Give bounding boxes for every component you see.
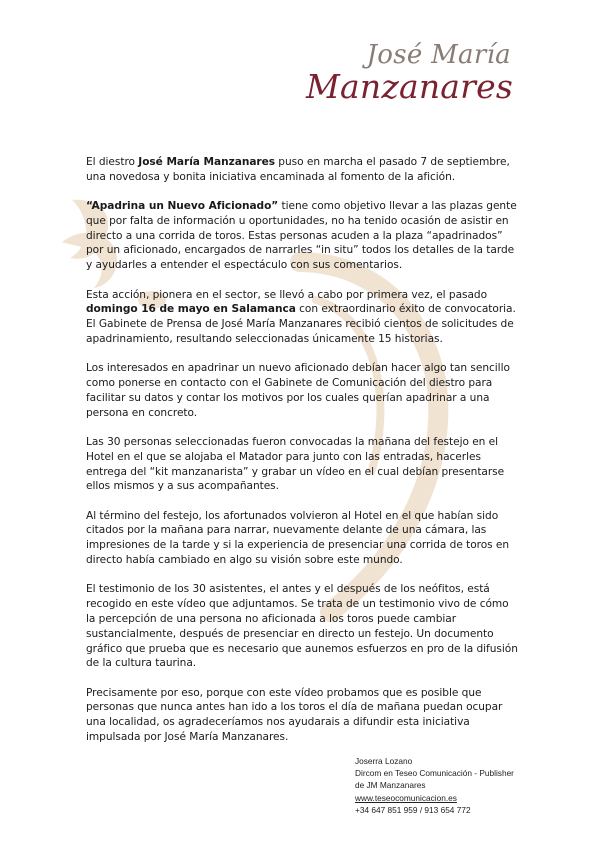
- signature-name: Joserra Lozano: [355, 756, 413, 766]
- bold-text-run: José María Manzanares: [138, 156, 275, 168]
- logo-surname: Manzanares: [306, 67, 513, 106]
- body-paragraph: [86, 509, 518, 568]
- text-run: El testimonio de los 30 asistentes, el antes y el después de los neófitos, está recogido en este vídeo que adjuntamos. Se trata de un testimonio vivo de cómo la percepción de una persona no aficionada a los toros puede cambiar sustancialmente, después de presenciar en directo un festejo. Un documento gráfico que prueba que es necesario que aunemos esfuerzos en pro de la difusión de la cultura taurina.: [86, 583, 518, 670]
- body-paragraph: [86, 361, 518, 420]
- bold-text-run: domingo 16 de mayo en Salamanca: [86, 303, 296, 316]
- body-paragraph: [86, 199, 518, 273]
- signature-title-line-1: Dircom en Teseo Comunicación - Publisher: [355, 768, 514, 779]
- signature-phones: +34 647 851 959 / 913 654 772: [355, 804, 471, 815]
- text-run: El diestro: [86, 156, 139, 168]
- body-paragraph: [86, 435, 518, 494]
- text-run: Las 30 personas seleccionadas fueron convocadas la mañana del festejo en el Hotel en el que se alojaba el Matador para junto con las entradas, hacerles entrega del “kit manzanarista” y grabar un vídeo en el cual debían presentarse ellos mismos y a sus acompañantes.: [86, 435, 505, 493]
- text-run: Precisamente por eso, porque con este vídeo probamos que es posible que personas que nunca antes han ido a los toros el día de mañana puedan ocupar una localidad, os agradeceríamos nos ayudarais a difundir esta iniciativa impulsada por José María Manzanares.: [86, 686, 503, 743]
- signature-block: [355, 755, 514, 816]
- text-run: Al término del festejo, los afortunados volvieron al Hotel en el que habían sido citados por la mañana para narrar, nuevamente delante de una cámara, las impresiones de la tarde y si la experiencia de presenciar una corrida de toros en directo había cambiado en algo su visión sobre este mundo.: [86, 509, 510, 567]
- press-release-body: [86, 155, 518, 759]
- body-paragraph: [86, 155, 518, 185]
- body-paragraph: [86, 582, 518, 671]
- signature-website-link[interactable]: www.teseocomunicacion.es: [355, 792, 457, 803]
- text-run: tiene como objetivo llevar a las plazas gente que por falta de información u oportunidades, no ha tenido ocasión de asistir en directo a una corrida de toros. Estas personas acuden a la plaza “apadrinados” por un aficionado, encargados de narrarles “in situ” todos los detalles de la tarde y ayudarles a entender el espectáculo con sus comentarios.: [86, 200, 517, 272]
- text-run: Los interesados en apadrinar un nuevo aficionado debían hacer algo tan sencillo como ponerse en contacto con el Gabinete de Comunicación del diestro para facilitar su datos y contar los motivos por los cuales querían apadrinar a una persona en concreto.: [86, 362, 510, 419]
- text-run: puso en marcha el pasado 7 de septiembre, una novedosa y bonita iniciativa encaminada al fomento de la afición.: [86, 156, 510, 183]
- signature-title-line-2: de JM Manzanares: [355, 780, 426, 791]
- bold-text-run: “Apadrina un Nuevo Aficionado”: [86, 200, 279, 213]
- text-run: Esta acción, pionera en el sector, se llevó a cabo por primera vez, el pasado: [86, 288, 488, 301]
- logo-first-name: José María: [366, 40, 511, 70]
- body-paragraph: [86, 288, 518, 347]
- body-paragraph: [86, 686, 518, 745]
- text-run: con extraordinario éxito de convocatoria. El Gabinete de Prensa de José María Manzanares recibió cientos de solicitudes de apadrinamiento, resultando seleccionadas únicamente 15 historias.: [86, 303, 516, 345]
- brand-logo: [306, 40, 513, 104]
